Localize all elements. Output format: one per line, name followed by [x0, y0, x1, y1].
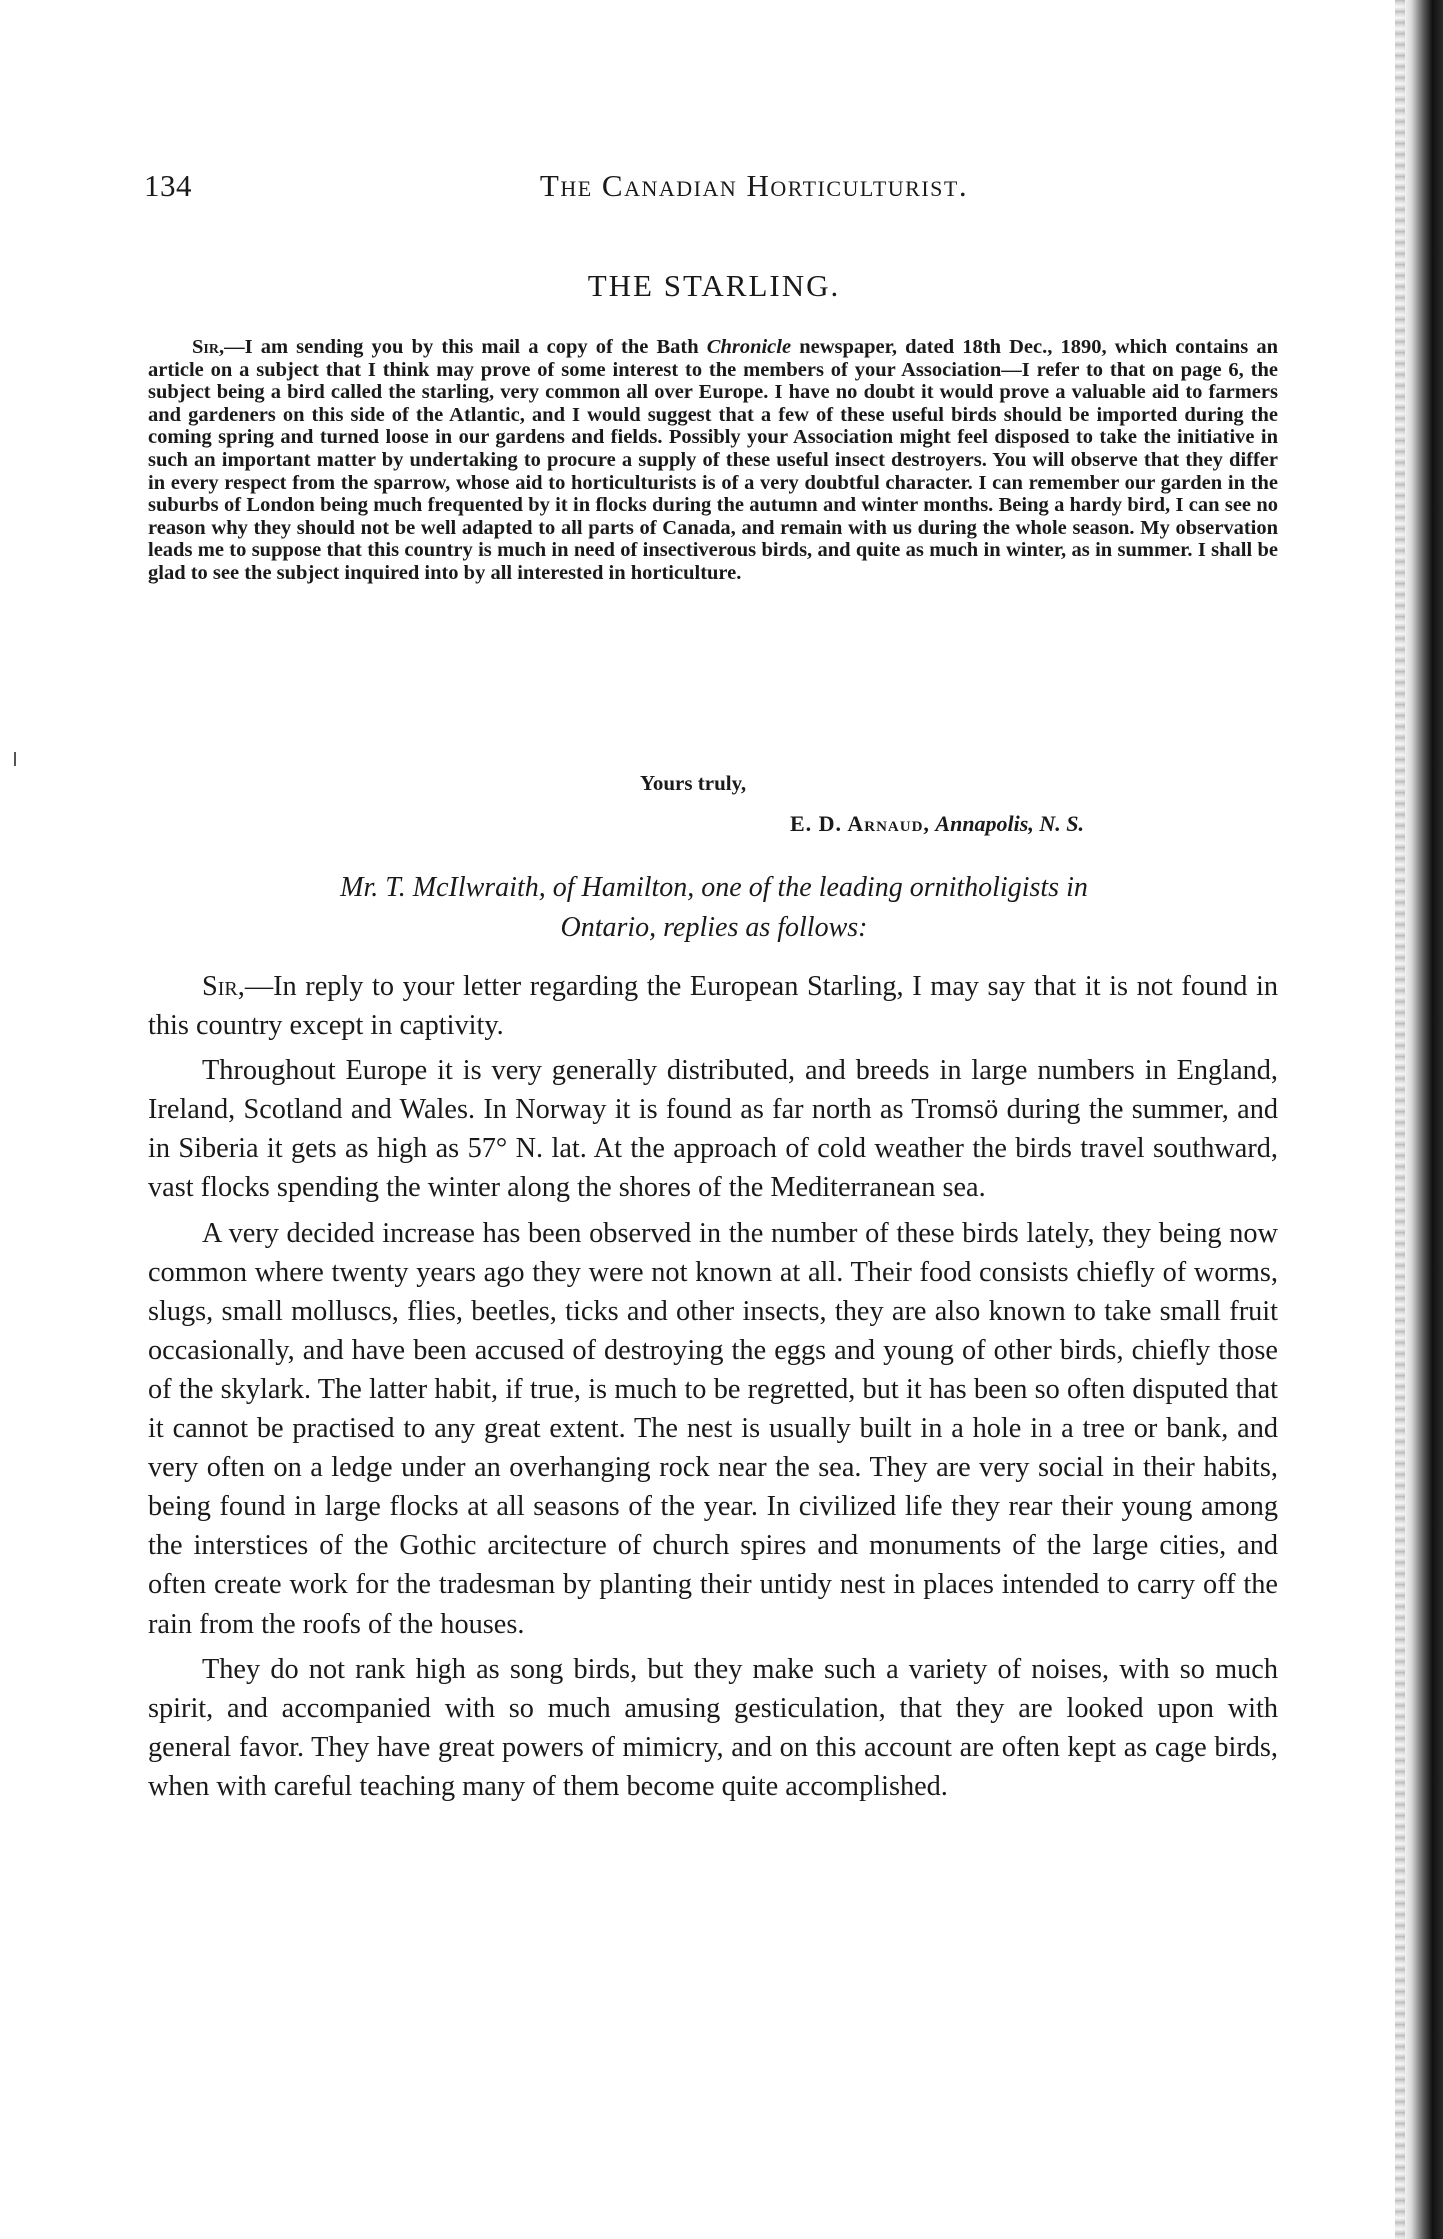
- signature-place: Annapolis, N. S.: [935, 811, 1084, 836]
- letter-salutation: Sir,: [192, 336, 225, 358]
- reply-paragraph: Throughout Europe it is very generally distributed, and breeds in large numbers in England, Ireland, Scotland and Wales. In Norway it is found as far north as Tromsö during the summer, and in Siberia it gets as high as 57° N. lat. At the approach of cold weather the birds travel southward, vast flocks spending the winter along the shores of the Mediterranean sea.: [148, 1055, 1278, 1204]
- reply-paragraph: [148, 967, 1278, 1045]
- reply-text-part: —In reply to your letter regarding the European Starling, I may say that it is not found in this country except in captivity.: [148, 971, 1278, 1042]
- reply-introduction: [144, 868, 1284, 948]
- article-title: THE STARLING.: [587, 268, 841, 303]
- intro-line: Ontario, replies as follows:: [560, 912, 868, 943]
- newspaper-name: Chronicle: [706, 336, 792, 358]
- journal-title: The Canadian Horticulturist.: [539, 168, 969, 203]
- reply-paragraph: They do not rank high as song birds, but they make such a variety of noises, with so much spirit, and accompanied with so much amusing gesticulation, that they are looked upon with general favor. They have great powers of mimicry, and on this account are often kept as cage birds, when with careful teaching many of them become quite accomplished.: [148, 1653, 1278, 1802]
- reply-salutation: Sir,: [202, 971, 245, 1002]
- letter-signature: [790, 811, 1084, 837]
- letter-text-part: —I am sending you by this mail a copy of the Bath: [224, 336, 707, 358]
- reply-paragraph: A very decided increase has been observed in the number of these birds lately, they being now common where twenty years ago they were not known at all. Their food consists chiefly of worms, slugs, small molluscs, flies, beetles, ticks and other insects, they are also known to take small fruit occasionally, and have been accused of destroying the eggs and young of other birds, chiefly those of the skylark. The latter habit, if true, is much to be regretted, but it has been so often disputed that it cannot be practised to any great extent. The nest is usually built in a hole in a tree or bank, and very often on a ledge under an overhanging rock near the sea. They are very social in their habits, being found in large flocks at all seasons of the year. In civilized life they rear their young among the interstices of the Gothic arcitecture of church spires and monuments of the large cities, and often create work for the tradesman by planting their untidy nest in places intended to carry off the rain from the roofs of the houses.: [148, 1217, 1278, 1640]
- reply-letter: [148, 967, 1278, 1812]
- page-binding-edge: [1401, 0, 1443, 2239]
- page-edge-shadow: [1395, 0, 1405, 2239]
- letter-to-editor: [148, 336, 1278, 585]
- letter-text-part: newspaper, dated 18th Dec., 1890, which contains an article on a subject that I think may prove of some interest to the members of your Association—I refer to that on page 6, the subject being a bird called the starling, very common all over Europe. I have no doubt it would prove a valuable aid to farmers and gardeners on this side of the Atlantic, and I would suggest that a few of these useful birds should be imported during the coming spring and turned loose in our gardens and fields. Possibly your Association might feel disposed to take the initiative in such an important matter by undertaking to procure a supply of these useful insect destroyers. You will observe that they differ in every respect from the sparrow, whose aid to horticulturists is of a very doubtful character. I can remember our garden in the suburbs of London being much frequented by it in flocks during the autumn and winter months. Being a hardy bird, I can see no reason why they should not be well adapted to all parts of Canada, and remain with us during the whole season. My observation leads me to suppose that this country is much in need of insectiverous birds, and quite as much in winter, as in summer. I shall be glad to see the subject inquired into by all interested in horticulture.: [148, 336, 1279, 584]
- margin-mark: [14, 752, 16, 766]
- letter-paragraph: [148, 336, 1278, 585]
- signature-name: E. D. Arnaud,: [790, 811, 930, 836]
- intro-line: Mr. T. McIlwraith, of Hamilton, one of the leading ornitholigists in: [340, 872, 1088, 903]
- page-number: 134: [144, 168, 192, 203]
- running-header: [144, 168, 1284, 208]
- letter-closing: Yours truly,: [640, 771, 747, 795]
